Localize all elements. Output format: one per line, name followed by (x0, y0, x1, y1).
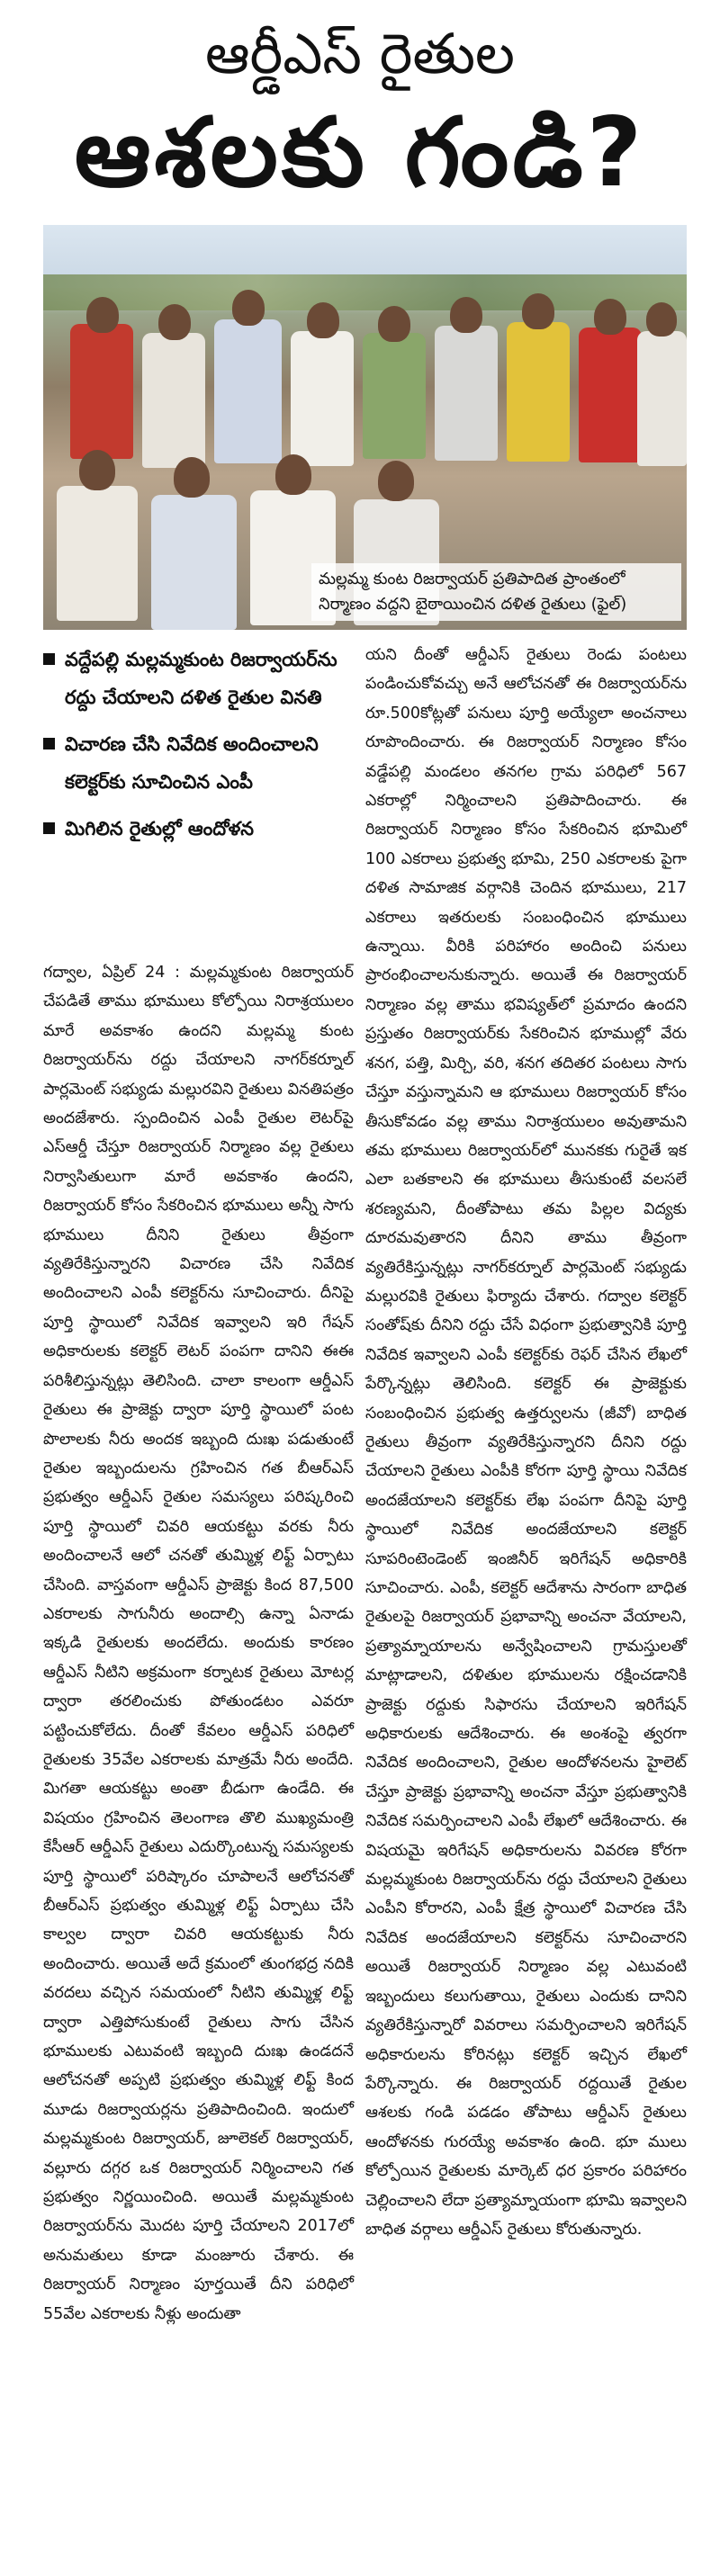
square-bullet-icon (43, 738, 55, 749)
person-shape (174, 457, 210, 498)
person-shape (151, 495, 237, 630)
person-shape (435, 326, 498, 461)
highlight-item (43, 641, 354, 716)
person-shape (291, 331, 354, 466)
square-bullet-icon (43, 822, 55, 834)
article-body-left: గద్వాల, ఏప్రిల్ 24 : మల్లమ్మకుంట రిజర్వాయర్ చేపడితే తాము భూములు కోల్పోయి నిరాశ్రయులం మారే అవకాశం ఉందని మల్లమ్మ కుంట రిజర్వాయర్‌ను రద్దు చేయాలని నాగర్‌కర్నూల్ పార్లమెంట్ సభ్యుడు మల్లురవిని రైతులు వినతిపత్రం అందజేశారు. స్పందించిన ఎంపీ రైతుల లెటర్‌పై ఎస్ఆర్డీ చేస్తూ రిజర్వాయర్ నిర్మాణం వల్ల రైతులు నిర్వాసితులుగా మారే అవకాశం ఉందని, రిజర్వాయర్ కోసం సేకరించిన భూములు అన్నీ సాగు భూములు దీనిని రైతులు తీవ్రంగా వ్యతిరేకిస్తున్నారని విచారణ చేసి నివేదిక అందించాలని ఎంపీ కలెక్టర్‌ను సూచించారు. దీనిపై పూర్తి స్థాయిలో నివేదిక ఇవ్వాలని ఇరి గేషన్ అధికారులకు కలెక్టర్ లెటర్ పంపగా దానిని ఈఈ పరిశీలిస్తున్నట్లు తెలిసింది. చాలా కాలంగా ఆర్డీఎస్ రైతులు ఈ ప్రాజెక్టు ద్వారా పూర్తి స్థాయిలో పంట పొలాలకు నీరు అందక ఇబ్బంది దుఃఖ పడుతుంటే రైతుల ఇబ్బందులను గ్రహించిన గత బీఆర్ఎస్ ప్రభుత్వం ఆర్డీఎస్ రైతుల సమస్యలు పరిష్కరించి పూర్తి స్థాయిలో చివరి ఆయకట్టు వరకు నీరు అందించాలనే ఆలో చనతో తుమ్మిళ్ల లిఫ్ట్ ఏర్పాటు చేసింది. వాస్తవంగా ఆర్డీఎస్ ప్రాజెక్టు కింద 87,500 ఎకరాలకు సాగునీరు అందాల్సి ఉన్నా ఏనాడు ఇక్కడి రైతులకు అందలేదు. అందుకు కారణం ఆర్డీఎస్ నీటిని అక్రమంగా కర్నాటక రైతులు మోటర్ల ద్వారా తరలించుకు పోతుండటం ఎవరూ పట్టించుకోలేదు. దీంతో కేవలం ఆర్డీఎస్ పరిధిలో రైతులకు 35వేల ఎకరాలకు మాత్రమే నీరు అందేది. మిగతా ఆయకట్టు అంతా బీడుగా ఉండేది. ఈ విషయం గ్రహించిన తెలంగాణ తొలి ముఖ్యమంత్రి కేసీఆర్ ఆర్డీఎస్ రైతులు ఎదుర్కొంటున్న సమస్యలకు పూర్తి స్థాయిలో పరిష్కారం చూపాలనే ఆలోచనతో బీఆర్ఎస్ ప్రభుత్వం తుమ్మిళ్ల లిఫ్ట్ ఏర్పాటు చేసి కాల్వల ద్వారా చివరి ఆయకట్టుకు నీరు అందించారు. అయితే అదే క్రమంలో తుంగభద్ర నదికి వరదలు వచ్చిన సమయంలో నీటిని తుమ్మిళ్ల లిఫ్ట్ ద్వారా ఎత్తిపోసుకుంటే రైతులు సాగు చేసిన భూములకు ఎటువంటి ఇబ్బంది దుఃఖ ఉండదనే ఆలోచనతో అప్పటి ప్రభుత్వం తుమ్మిళ్ల లిఫ్ట్ కింద మూడు రిజర్వాయర్లను ప్రతిపాదించింది. ఇందులో మల్లమ్మకుంట రిజర్వాయర్, జూలెకల్ రిజర్వాయర్, వల్లూరు దగ్గర ఒక రిజర్వాయర్ నిర్మించాలని గత ప్రభుత్వం నిర్ణయించింది. అయితే మల్లమ్మకుంట రిజర్వాయర్‌ను మొదట పూర్తి చేయాలని 2017లో అనుమతులు కూడా మంజూరు చేశారు. ఈ రిజర్వాయర్ నిర్మాణం పూర్తయితే దీని పరిధిలో 55వేల ఎకరాలకు నీళ్లు అందుతా (43, 964, 354, 2323)
person-shape (275, 454, 311, 495)
person-shape (70, 324, 133, 459)
highlight-text: విచారణ చేసి నివేదిక అందించాలని కలెక్టర్‌కు సూచించిన ఎంపీ (65, 733, 319, 793)
person-shape (363, 333, 426, 459)
person-shape (646, 302, 677, 337)
highlight-item (43, 725, 354, 801)
person-shape (378, 461, 414, 501)
person-shape (594, 299, 626, 335)
photo-trees (43, 274, 687, 310)
article-header (0, 0, 720, 220)
person-shape (507, 322, 570, 462)
news-photo (43, 225, 687, 630)
person-shape (214, 319, 282, 463)
highlight-item (43, 810, 354, 848)
person-shape (307, 302, 339, 338)
person-shape (79, 450, 115, 490)
person-shape (450, 297, 482, 333)
headline: ఆశలకు గండి? (74, 97, 646, 208)
person-shape (232, 290, 265, 326)
photo-caption: మల్లమ్మ కుంట రిజర్వాయర్ ప్రతిపాదిత ప్రాంతంలో నిర్మాణం వద్దని బైఠాయించిన దళిత రైతులు (ఫైల్) (311, 563, 681, 621)
person-shape (637, 331, 687, 466)
highlight-text: మిగిలిన రైతుల్లో ఆందోళన (65, 818, 255, 839)
highlights-list (43, 641, 354, 857)
article-column-left (43, 958, 354, 2329)
person-shape (522, 293, 554, 329)
person-shape (158, 304, 191, 340)
headline-kicker: ఆర్డీఎస్ రైతుల (205, 21, 515, 86)
article-column-right (365, 641, 687, 2244)
person-shape (579, 328, 642, 462)
square-bullet-icon (43, 653, 55, 665)
person-shape (142, 333, 205, 468)
person-shape (86, 297, 119, 333)
person-shape (57, 486, 138, 621)
article-body-right: యని దీంతో ఆర్డీఎస్ రైతులు రెండు పంటలు పండించుకోవచ్చు అనే ఆలోచనతో ఈ రిజర్వాయర్‌ను రూ.500కోట్లతో పనులు పూర్తి అయ్యేలా అంచనాలు రూపొందించారు. ఈ రిజర్వాయర్ నిర్మాణం కోసం వడ్డేపల్లి మండలం తనగల గ్రామ పరిధిలో 567 ఎకరాల్లో నిర్మించాలని ప్రతిపాదించారు. ఈ రిజర్వాయర్ నిర్మాణం కోసం సేకరించిన భూమిలో 100 ఎకరాలు ప్రభుత్వ భూమి, 250 ఎకరాలకు పైగా దళిత సామాజిక వర్గానికి చెందిన భూములు, 217 ఎకరాలు ఇతరులకు సంబంధించిన భూములు ఉన్నాయి. వీరికి పరిహారం అందించి పనులు ప్రారంభించాలనుకున్నారు. అయితే ఈ రిజర్వాయర్ నిర్మాణం వల్ల తాము భవిష్యత్‌లో ప్రమాదం ఉందని ప్రస్తుతం రిజర్వాయర్‌కు సేకరించిన భూముల్లో వేరు శనగ, పత్తి, మిర్చి, వరి, శనగ తదితర పంటలు సాగు చేస్తూ వస్తున్నామని ఆ భూములు రిజర్వాయర్ కోసం తీసుకోవడం వల్ల తాము నిరాశ్రయులం అవుతామని తమ భూములు రిజర్వాయర్‌లో మునకకు గురైతే ఇక ఎలా బతకాలని ఈ భూములు తీసుకుంటే వలసలే శరణ్యమని, దీంతోపాటు తమ పిల్లల విద్యకు దూరమవుతారని దీనిని తాము తీవ్రంగా వ్యతిరేకిస్తున్నట్లు నాగర్‌కర్నూల్ పార్లమెంట్ సభ్యుడు మల్లురవికి రైతులు ఫిర్యాదు చేశారు. గద్వాల కలెక్టర్ సంతోష్‌కు దీనిని రద్దు చేసే విధంగా ప్రభుత్వానికి పూర్తి నివేదిక ఇవ్వాలని ఎంపీ కలెక్టర్‌కు రెఫర్ చేసిన లేఖలో పేర్కొన్నట్లు తెలిసింది. కలెక్టర్ ఈ ప్రాజెక్టుకు సంబంధించిన ప్రభుత్వ ఉత్తర్వులను (జీవో) బాధిత రైతులు తీవ్రంగా వ్యతిరేకిస్తున్నారని దీనిని రద్దు చేయాలని రైతులు ఎంపీకి కోరగా పూర్తి స్థాయి నివేదిక అందజేయాలని కలెక్టర్‌కు లేఖ పంపగా దీనిపై పూర్తి స్థాయిలో నివేదిక అందజేయాలని కలెక్టర్ సూపరింటెండెంట్ ఇంజినీర్ ఇరిగేషన్ అధికారికి సూచించారు. ఎంపీ, కలెక్టర్ ఆదేశాను సారంగా బాధిత రైతులపై రిజర్వాయర్ ప్రభావాన్ని అంచనా వేయాలని, ప్రత్యామ్నాయాలను అన్వేషించాలని గ్రామస్తులతో మాట్లాడాలని, దళితుల భూములను రక్షించడానికి ప్రాజెక్టు రద్దుకు సిఫారసు చేయాలని ఇరిగేషన్ అధికారులకు ఆదేశించారు. ఈ అంశంపై త్వరగా నివేదిక అందించాలని, రైతుల ఆందోళనలను హైలెట్ చేస్తూ ప్రాజెక్టు ప్రభావాన్ని అంచనా వేస్తూ ప్రభుత్వానికి నివేదిక సమర్పించాలని ఎంపీ లేఖలో ఆదేశించారు. ఈ విషయమై ఇరిగేషన్ అధికారులను వివరణ కోరగా మల్లమ్మకుంట రిజర్వాయర్‌ను రద్దు చేయాలని రైతులు ఎంపీని కోరారని, ఎంపీ క్షేత్ర స్థాయిలో విచారణ చేసి నివేదిక అందజేయాలని కలెక్టర్‌ను సూచించారని అయితే రిజర్వాయర్ నిర్మాణం వల్ల ఎటువంటి ఇబ్బందులు కలుగుతాయి, రైతులు ఎందుకు దానిని వ్యతిరేకిస్తున్నారో వివరాలు సమర్పించాలని ఇరిగేషన్ అధికారులను కోరినట్లు కలెక్టర్ ఇచ్చిన లేఖలో పేర్కొన్నారు. ఈ రిజర్వాయర్ రద్దయితే రైతుల ఆశలకు గండి పడడం తోపాటు ఆర్డీఎస్ రైతులు ఆందోళనకు గురయ్యే అవకాశం ఉంది. భూ ములు కోల్పోయిన రైతులకు మార్కెట్ ధర ప్రకారం పరిహారం చెల్లించాలని లేదా ప్రత్యామ్నాయంగా భూమి ఇవ్వాలని బాధిత వర్గాలు ఆర్డీఎస్ రైతులు కోరుతున్నారు. (365, 646, 687, 2239)
person-shape (378, 306, 410, 342)
highlight-text: వద్దేపల్లి మల్లమ్మకుంట రిజర్వాయర్‌ను రద్దు చేయాలని దళిత రైతుల వినతి (65, 649, 338, 708)
